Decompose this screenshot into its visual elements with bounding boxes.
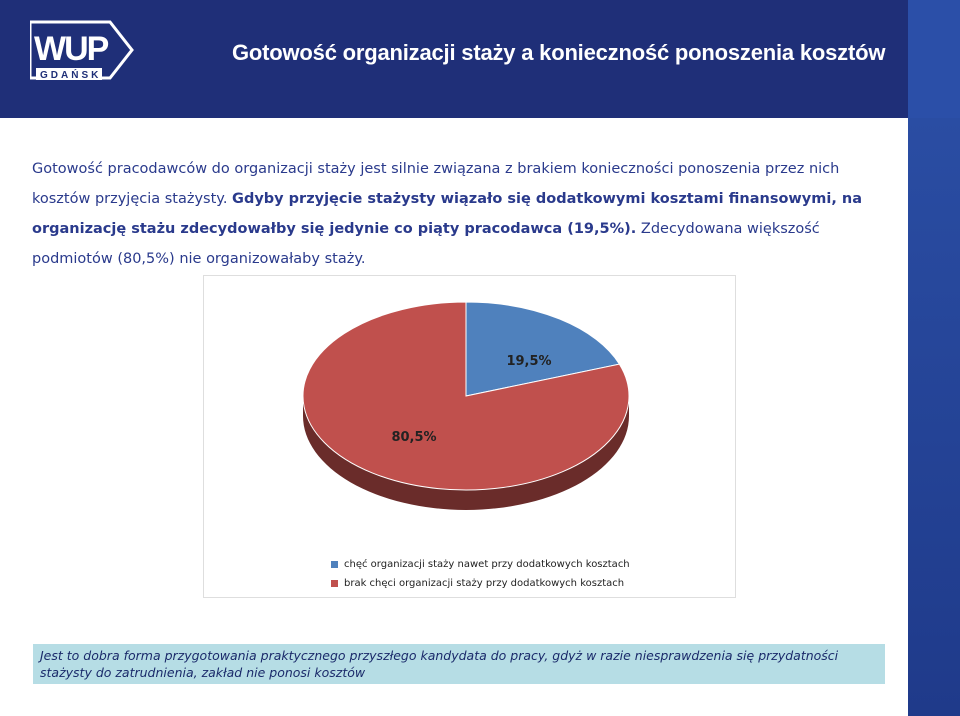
legend-swatch-red [331,580,338,587]
right-side-bar [908,118,960,716]
intro-paragraph [32,154,888,274]
summary-note: Jest to dobra forma przygotowania praktycznego przyszłego kandydata do pracy, gdyż w razie niesprawdzenia się przydatności stażysty do zatrudnienia, zakład nie ponosi kosztów [33,644,885,684]
svg-text:GDAŃSK: GDAŃSK [40,70,102,81]
legend-label-no: brak chęci organizacji staży przy dodatkowych kosztach [344,578,625,589]
intro-text-bold: Gdyby przyjęcie stażysty wiązało się dodatkowymi kosztami finansowymi, na organizację stażu zdecydowałby się jedynie co piąty pracodawca (19,5%). [32,191,862,237]
legend-label-yes: chęć organizacji staży nawet przy dodatkowych kosztach [344,559,630,570]
legend-swatch-blue [331,561,338,568]
intro-text-part1: Gotowość pracodawców do organizacji staży jest silnie związana z brakiem konieczności ponoszenia przez nich kosztów przyjęcia stażysty. [32,161,840,207]
pie-data-label-0: 19,5% [506,354,552,369]
wup-gdansk-logo [30,20,134,86]
page-title: Gotowość organizacji staży a konieczność ponoszenia kosztów [232,40,886,65]
intro-text-part3: Zdecydowana większość podmiotów (80,5%) nie organizowałaby staży. [32,221,820,267]
legend-item-no [331,574,630,593]
pie-chart [204,276,735,597]
pie-data-label-1: 80,5% [391,430,437,445]
legend-item-yes [331,555,630,574]
svg-text:WUP: WUP [34,30,108,68]
pie-chart-panel [203,275,736,598]
header-corner [908,0,960,118]
chart-legend [331,555,630,593]
